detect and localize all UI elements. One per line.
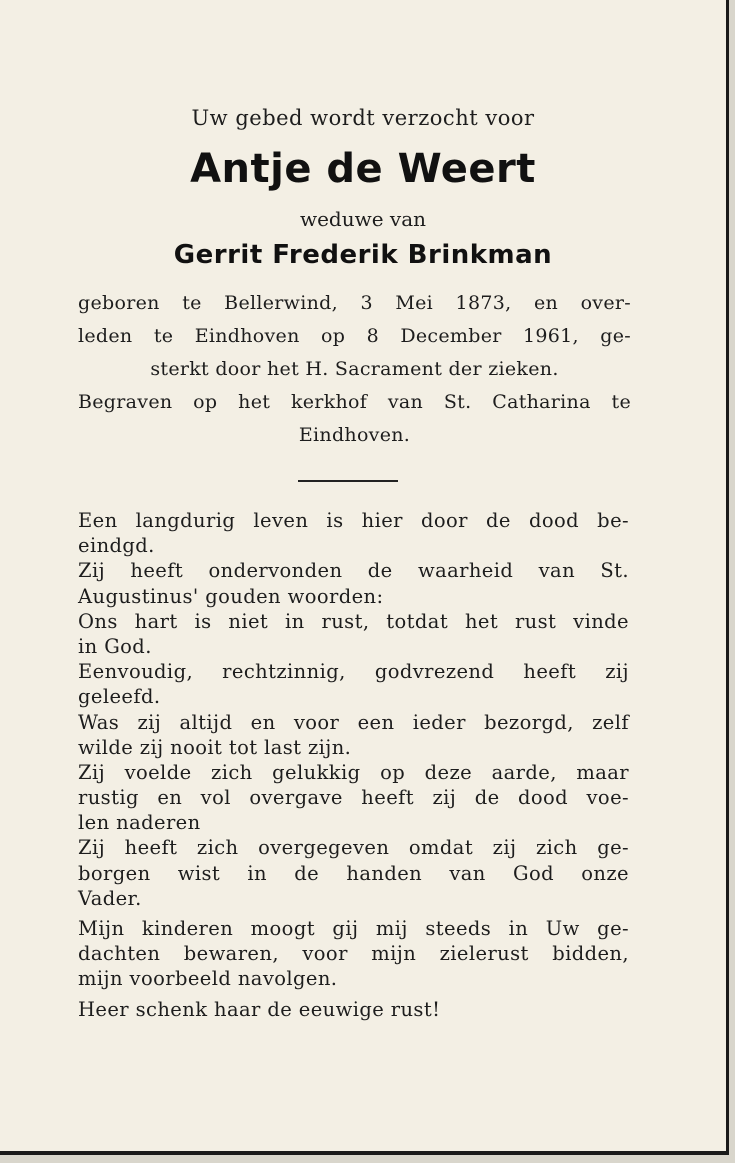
memorial-text <box>78 508 629 911</box>
children-line: dachten bewaren, voor mijn zielerust bidden, <box>78 942 629 966</box>
widow-of-line: weduwe van <box>299 207 427 231</box>
bio-line: leden te Eindhoven op 8 December 1961, ge- <box>78 325 631 347</box>
memorial-line: eindgd. <box>78 534 155 558</box>
memorial-line: rustig en vol overgave heeft zij de dood voe- <box>78 786 629 810</box>
section-divider <box>298 480 398 482</box>
closing-prayer: Heer schenk haar de eeuwige rust! <box>78 998 441 1021</box>
memorial-line: Een langdurig leven is hier door de dood be- <box>78 509 629 532</box>
memorial-line: wilde zij nooit tot last zijn. <box>78 735 352 759</box>
biography-paragraph <box>78 287 631 452</box>
bio-line: sterkt door het H. Sacrament der zieken. <box>150 358 559 380</box>
children-line: mijn voorbeeld navolgen. <box>78 967 338 991</box>
memorial-line: len naderen <box>78 811 201 835</box>
memorial-line: Ons hart is niet in rust, totdat het rust vinde <box>78 609 629 633</box>
memorial-line: Zij voelde zich gelukkig op deze aarde, maar <box>78 760 629 784</box>
husband-name: Gerrit Frederik Brinkman <box>173 240 553 270</box>
bio-line: Begraven op het kerkhof van St. Catharina te <box>78 391 631 413</box>
memorial-line: Was zij altijd en voor een ieder bezorgd, zelf <box>78 710 629 734</box>
prayer-request-line: Uw gebed wordt verzocht voor <box>191 106 535 130</box>
memorial-line: Augustinus' gouden woorden: <box>78 584 384 608</box>
bio-line: Eindhoven. <box>298 424 411 446</box>
memorial-line: in God. <box>78 634 152 658</box>
deceased-name: Antje de Weert <box>190 146 536 192</box>
children-paragraph <box>78 916 629 992</box>
memorial-line: Eenvoudig, rechtzinnig, godvrezend heeft zij <box>78 660 629 684</box>
children-line: Mijn kinderen moogt gij mij steeds in Uw ge- <box>78 917 629 940</box>
memorial-line: geleefd. <box>78 685 161 709</box>
bio-line: geboren te Bellerwind, 3 Mei 1873, en over- <box>78 292 631 314</box>
memorial-line: Vader. <box>78 886 142 910</box>
memorial-line: borgen wist in de handen van God onze <box>78 861 629 885</box>
memorial-line: Zij heeft zich overgegeven omdat zij zich ge- <box>78 836 629 860</box>
memorial-line: Zij heeft ondervonden de waarheid van St. <box>78 559 629 583</box>
